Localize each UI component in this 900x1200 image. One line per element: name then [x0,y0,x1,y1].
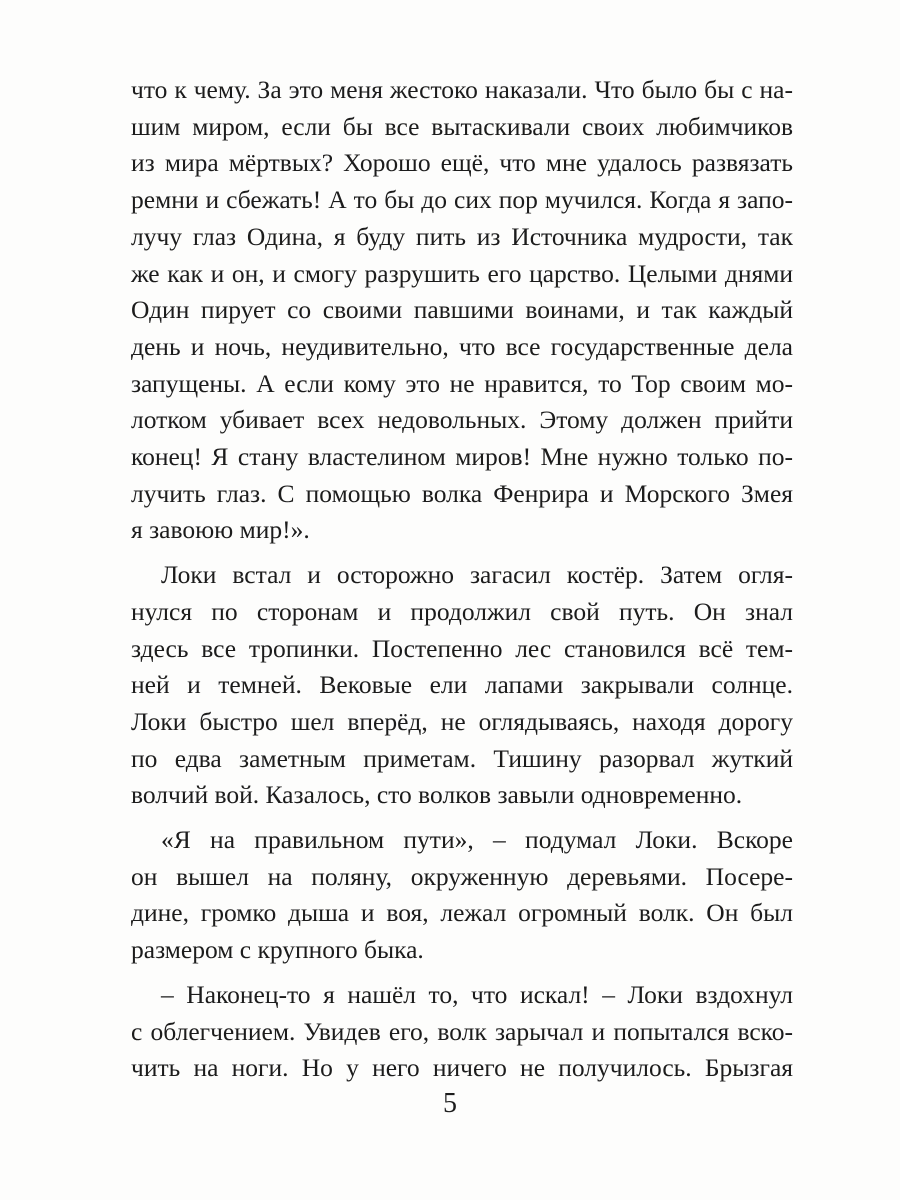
paragraph [131,822,793,969]
text-line: размером с крупного быка. [131,935,424,965]
text-line: волчий вой. Казалось, сто волков завыли одновременно. [131,780,743,810]
text-line: Локи встал и осторожно загасил костёр. Затем огля- [161,560,793,590]
text-line: по едва заметным приметам. Тишину разорвал жуткий [131,743,793,773]
text-line: я завоюю мир!». [131,515,310,545]
body-text [131,72,793,1087]
text-line: с облегчением. Увидев его, волк зарычал и попытался вско- [131,1016,793,1046]
text-line: он вышел на поляну, окруженную деревьями. Посере- [131,861,793,891]
text-line: нулся по сторонам и продолжил свой путь. Он знал [131,596,793,626]
text-line: лучить глаз. С помощью волка Фенрира и Морского Змея [131,478,793,508]
text-line: «Я на правильном пути», – подумал Локи. Вскоре [161,825,793,855]
text-line: лотком убивает всех недовольных. Этому должен прийти [131,405,793,435]
paragraph [131,977,793,1087]
text-line: шим миром, если бы все вытаскивали своих любимчиков [131,111,793,141]
text-line: – Наконец-то я нашёл то, что искал! – Локи вздохнул [161,979,793,1009]
text-line: же как и он, и смогу разрушить его царство. Целыми днями [131,258,793,288]
text-line: конец! Я стану властелином миров! Мне нужно только по- [131,442,793,472]
text-line: чить на ноги. Но у него ничего не получилось. Брызгая [131,1053,793,1083]
text-line: запущены. А если кому это не нравится, то Тор своим мо- [131,368,793,398]
text-line: ней и темней. Вековые ели лапами закрывали солнце. [131,670,793,700]
page-number: 5 [443,1088,457,1119]
text-line: лучу глаз Одина, я буду пить из Источника мудрости, так [131,221,793,251]
paragraph [131,557,793,814]
text-line: Один пирует со своими павшими воинами, и так каждый [131,295,793,325]
text-line: дине, громко дыша и воя, лежал огромный волк. Он был [131,898,793,928]
text-line: Локи быстро шел вперёд, не оглядываясь, находя дорогу [131,706,793,736]
text-line: день и ночь, неудивительно, что все государственные дела [131,331,793,361]
text-line: что к чему. За это меня жестоко наказали. Что было бы с на- [131,75,793,104]
paragraph [131,72,793,549]
text-line: из мира мёртвых? Хорошо ещё, что мне удалось развязать [131,148,793,178]
text-line: ремни и сбежать! А то бы до сих пор мучился. Когда я запо- [131,185,793,215]
text-line: здесь все тропинки. Постепенно лес становился всё тем- [131,633,793,663]
